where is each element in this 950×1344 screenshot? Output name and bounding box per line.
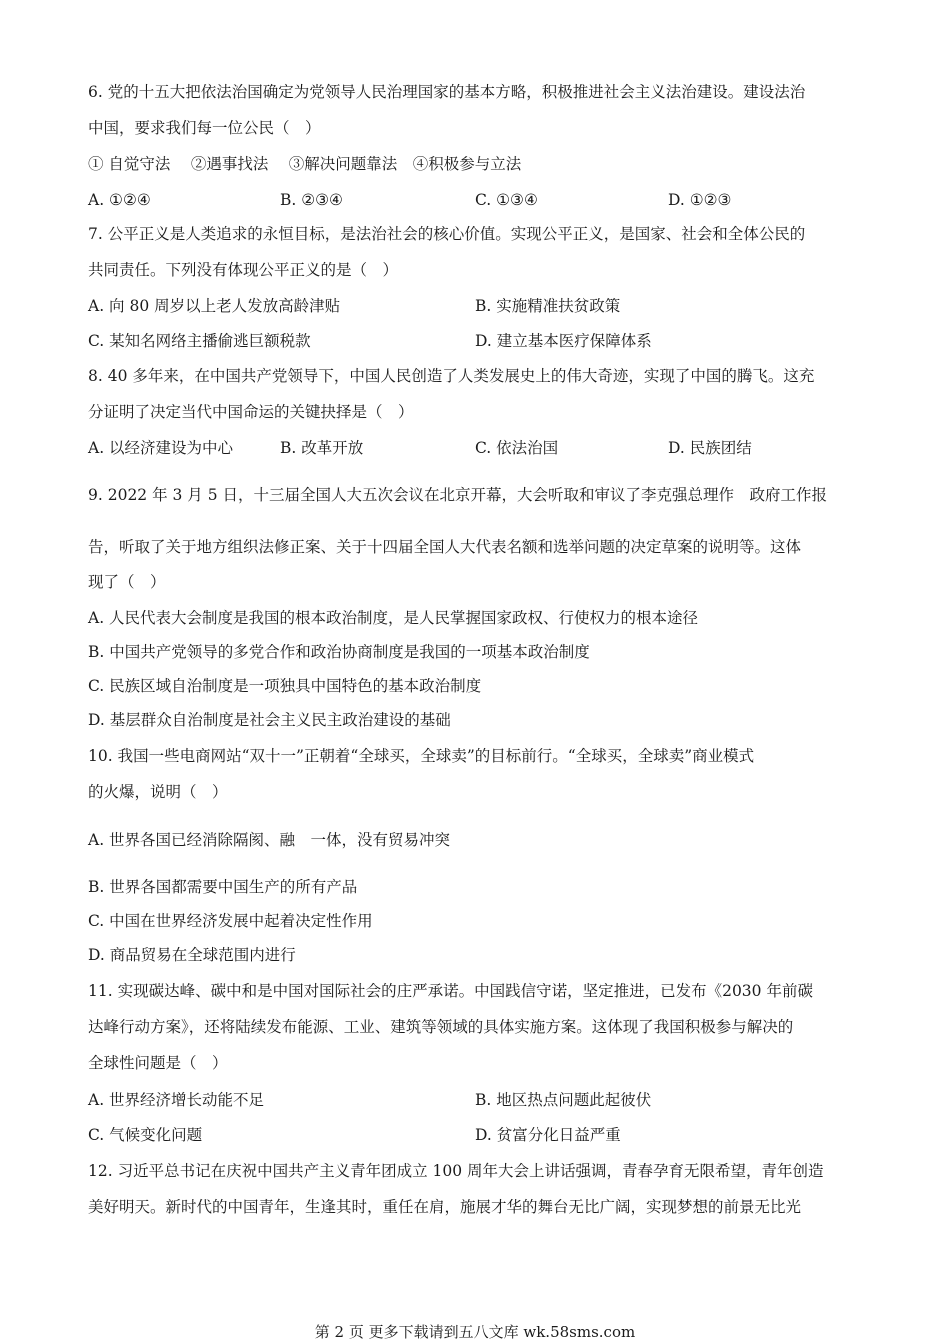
q8-option-d: D. 民族团结 [668, 439, 752, 457]
page-footer: 第 2 页 更多下载请到五八文库 wk.58sms.com [314, 1323, 636, 1341]
q7-option-c: C. 某知名网络主播偷逃巨额税款 [88, 332, 311, 350]
q9-stem-line-1: 9. 2022 年 3 月 5 日，十三届全国人大五次会议在北京开幕，大会听取和审议了李克强总理作 政府工作报 [88, 486, 828, 504]
q11-stem-line-2: 达峰行动方案》，还将陆续发布能源、工业、建筑等领域的具体实施方案。这体现了我国积极参与解决的 [88, 1018, 794, 1036]
q6-option-d: D. ①②③ [668, 191, 732, 209]
q11-stem-line-1: 11. 实现碳达峰、碳中和是中国对国际社会的庄严承诺。中国践信守诺，坚定推进，已发布《2030 年前碳 [88, 982, 813, 1000]
q10-option-a: A. 世界各国已经消除隔阂、融 一体，没有贸易冲突 [88, 831, 451, 849]
q11-option-c: C. 气候变化问题 [88, 1126, 203, 1144]
q10-option-c: C. 中国在世界经济发展中起着决定性作用 [88, 912, 373, 930]
q6-option-b: B. ②③④ [280, 191, 343, 209]
q10-stem-line-2: 的火爆，说明（ ） [88, 783, 228, 801]
q10-option-d: D. 商品贸易在全球范围内进行 [88, 946, 296, 964]
q7-option-a: A. 向 80 周岁以上老人发放高龄津贴 [88, 297, 341, 315]
q9-stem-line-3: 现了（ ） [88, 573, 166, 591]
q6-stem-line-2: 中国，要求我们每一位公民（ ） [88, 119, 321, 137]
q8-option-a: A. 以经济建设为中心 [88, 439, 234, 457]
q9-option-b: B. 中国共产党领导的多党合作和政治协商制度是我国的一项基本政治制度 [88, 643, 590, 661]
q6-option-c: C. ①③④ [475, 191, 538, 209]
q7-option-b: B. 实施精准扶贫政策 [475, 297, 621, 315]
q6-stem-line-1: 6. 党的十五大把依法治国确定为党领导人民治理国家的基本方略，积极推进社会主义法治建设。建设法治 [88, 83, 806, 101]
q8-option-b: B. 改革开放 [280, 439, 364, 457]
q7-stem-line-2: 共同责任。下列没有体现公平正义的是（ ） [88, 261, 399, 279]
q9-option-d: D. 基层群众自治制度是社会主义民主政治建设的基础 [88, 711, 451, 729]
q9-option-a: A. 人民代表大会制度是我国的根本政治制度，是人民掌握国家政权、行使权力的根本途径 [88, 609, 699, 627]
q11-stem-line-3: 全球性问题是（ ） [88, 1054, 228, 1072]
q11-option-a: A. 世界经济增长动能不足 [88, 1091, 265, 1109]
q11-option-d: D. 贫富分化日益严重 [475, 1126, 621, 1144]
q10-option-b: B. 世界各国都需要中国生产的所有产品 [88, 878, 358, 896]
q8-option-c: C. 依法治国 [475, 439, 559, 457]
q12-stem-line-2: 美好明天。新时代的中国青年，生逢其时，重任在肩，施展才华的舞台无比广阔，实现梦想的前景无比光 [88, 1198, 802, 1216]
q7-option-d: D. 建立基本医疗保障体系 [475, 332, 652, 350]
q6-items: ① 自觉守法 ②遇事找法 ③解决问题靠法 ④积极参与立法 [88, 155, 522, 173]
q10-stem-line-1: 10. 我国一些电商网站“双十一”正朝着“全球买，全球卖”的目标前行。“全球买，全球卖”商业模式 [88, 747, 755, 765]
q9-option-c: C. 民族区域自治制度是一项独具中国特色的基本政治制度 [88, 677, 482, 695]
q9-stem-line-2: 告，听取了关于地方组织法修正案、关于十四届全国人大代表名额和选举问题的决定草案的说明等。这体 [88, 538, 802, 556]
q8-stem-line-2: 分证明了决定当代中国命运的关键抉择是（ ） [88, 403, 414, 421]
q7-stem-line-1: 7. 公平正义是人类追求的永恒目标，是法治社会的核心价值。实现公平正义，是国家、社会和全体公民的 [88, 225, 806, 243]
q11-option-b: B. 地区热点问题此起彼伏 [475, 1091, 652, 1109]
q8-stem-line-1: 8. 40 多年来，在中国共产党领导下，中国人民创造了人类发展史上的伟大奇迹，实现了中国的腾飞。这充 [88, 367, 815, 385]
q12-stem-line-1: 12. 习近平总书记在庆祝中国共产主义青年团成立 100 周年大会上讲话强调，青春孕育无限希望，青年创造 [88, 1162, 824, 1180]
q6-option-a: A. ①②④ [88, 191, 151, 209]
